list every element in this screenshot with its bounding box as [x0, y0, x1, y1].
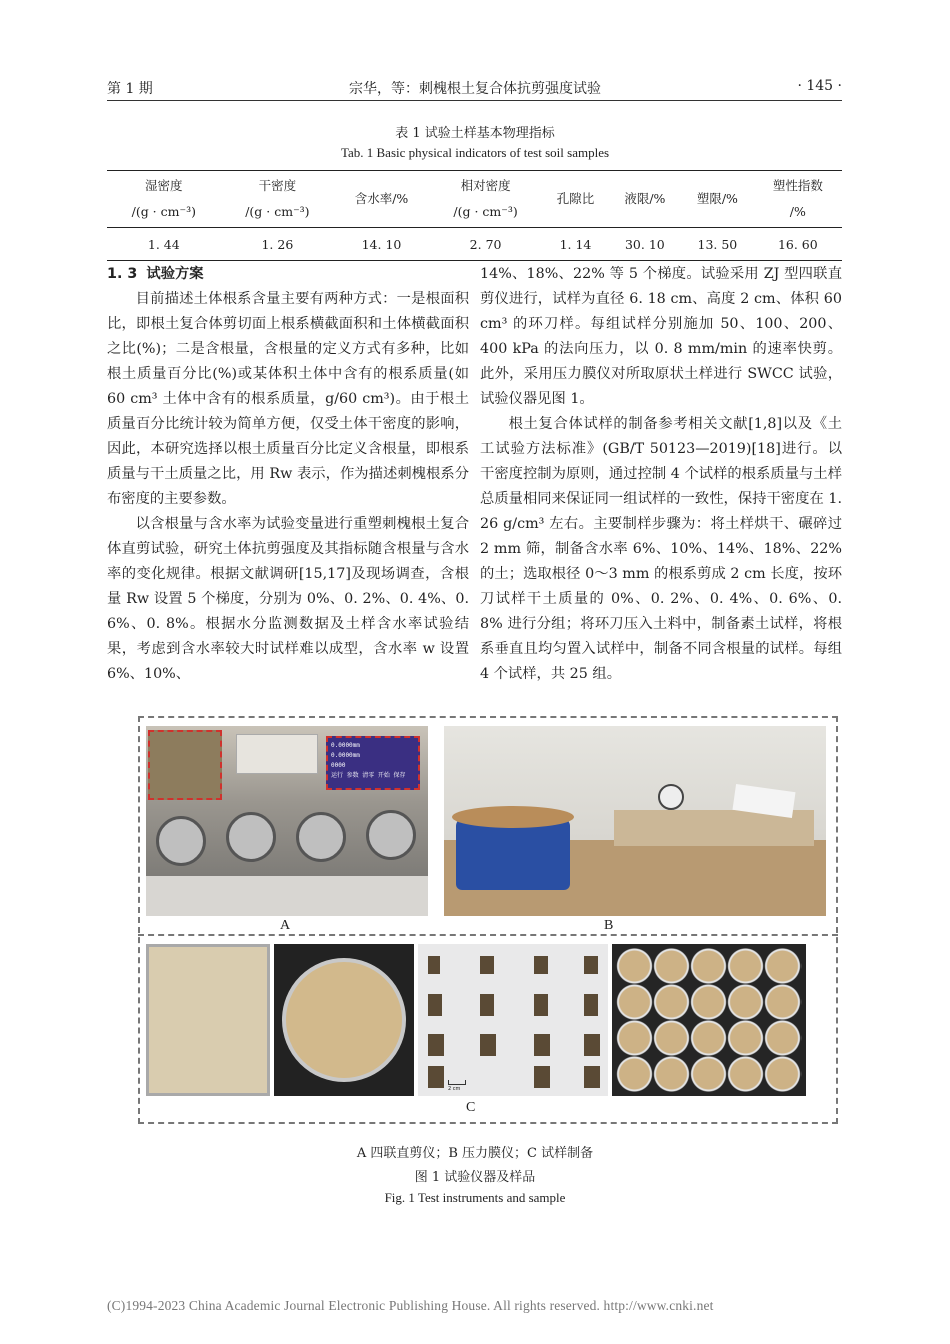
soil-ring-icon — [282, 958, 406, 1082]
gauge-icon — [226, 812, 276, 862]
header-relative-density: 相对密度 /(g · cm⁻³) — [453, 178, 518, 219]
figure-label-a: A — [280, 918, 291, 933]
section-number: 1. 3 — [107, 266, 138, 282]
root-bundle-icon — [584, 1066, 600, 1088]
figure-label-c: C — [466, 1100, 476, 1115]
inset-detail — [148, 730, 222, 800]
apparatus-table — [146, 876, 428, 916]
gauge-icon — [366, 810, 416, 860]
photo-prepared-samples — [612, 944, 806, 1096]
root-bundle-icon — [584, 956, 598, 974]
figure-legend: A 四联直剪仪；B 压力膜仪；C 试样制备 — [356, 1146, 594, 1161]
root-bundle-icon — [584, 1034, 600, 1056]
copyright-footer: (C)1994-2023 China Academic Journal Electronic Publishing House. All rights reserved. http://www.cnki.net — [107, 1298, 714, 1313]
table-cell: 13. 50 — [697, 236, 738, 252]
table-cell: 1. 14 — [559, 236, 592, 252]
photo-dried-soil-tray — [146, 944, 270, 1096]
root-bundle-icon — [428, 994, 442, 1016]
control-box — [236, 734, 318, 774]
table-cell: 14. 10 — [361, 236, 402, 252]
table-cell: 2. 70 — [469, 236, 502, 252]
root-bundle-icon — [534, 956, 548, 974]
figure-caption-cn: 图 1 试验仪器及样品 — [414, 1170, 536, 1185]
section-heading — [107, 262, 469, 287]
table-cell: 1. 26 — [261, 236, 294, 252]
table-cell: 30. 10 — [624, 236, 665, 252]
root-bundle-icon — [534, 994, 548, 1016]
paragraph: 目前描述土体根系含量主要有两种方式：一是根面积比，即根土复合体剪切面上根系横截面积和土体横截面积之比(%)；二是含根量，含根量的定义方式有多种，比如根土质量百分比(%)或某体积土体中含有的根系质量(如 60 cm³ 土体中含有的根系质量，g/60 cm³)。由于根土质量百分比统计较为简单方便，仅受土体干密度的影响，因此，本研究选择以根土质量百分比定义含根量，即根系质量与干土质量之比，用 Rw 表示，作为描述刺槐根系分布密度的主要参数。 — [107, 291, 469, 507]
figure-divider — [138, 934, 838, 936]
root-bundle-icon — [534, 1034, 550, 1056]
running-header-issue: 第 1 期 — [107, 81, 153, 97]
header-rule — [107, 100, 842, 101]
photo-ring-sample — [274, 944, 414, 1096]
table-caption-en: Tab. 1 Basic physical indicators of test soil samples — [340, 145, 610, 160]
root-bundle-icon — [534, 1066, 550, 1088]
physical-indicators-table — [107, 170, 842, 261]
photo-pressure-plate — [444, 726, 826, 916]
gauge-icon — [156, 816, 206, 866]
photo-shear-apparatus — [146, 726, 428, 916]
root-bundle-icon — [480, 956, 494, 974]
root-bundle-icon — [480, 994, 494, 1016]
root-bundle-icon — [584, 994, 598, 1016]
header-liquid-limit: 液限/% — [624, 191, 666, 206]
photo-root-groups — [418, 944, 608, 1096]
sample-grid — [616, 948, 802, 1092]
pressure-gauge-icon — [658, 784, 684, 810]
running-header-page: · 145 · — [797, 78, 842, 94]
root-bundle-icon — [428, 1034, 444, 1056]
header-plasticity-index: 塑性指数 /% — [772, 178, 823, 219]
table-cell: 16. 60 — [777, 236, 818, 252]
table-header-row — [107, 171, 842, 228]
running-header-title: 宗华，等：刺槐根土复合体抗剪强度试验 — [349, 81, 601, 97]
section-title: 试验方案 — [146, 266, 204, 282]
root-bundle-icon — [480, 1034, 496, 1056]
right-column — [480, 262, 842, 687]
left-column — [107, 262, 469, 687]
lcd-screen-icon: 0.0000mm 0.0000mm 0000 运行 参数 清零 开始 保存 — [326, 736, 420, 790]
scale-bar-icon — [448, 1080, 466, 1085]
paragraph: 以含根量与含水率为试验变量进行重塑刺槐根土复合体直剪试验，研究土体抗剪强度及其指标随含根量与含水率的变化规律。根据文献调研[15,17]及现场调查，含根量 Rw 设置 5 个梯度，分别为 0%、0. 2%、0. 4%、0. 6%、0. 8%。根据水分监测数据及土样含水率试验结果，考虑到含水率较大时试样难以成型，含水率 w 设置 6%、10%、 — [107, 516, 469, 682]
table-caption-cn: 表 1 试验土样基本物理指标 — [395, 126, 555, 141]
paragraph: 根土复合体试样的制备参考相关文献[1,8]以及《土工试验方法标准》(GB/T 50123—2019)[18]进行。以干密度控制为原则，通过控制 4 个试样的根系质量与土样总质量相同来保证同一组试样的一致性，保持干密度在 1. 26 g/cm³ 左右。主要制样步骤为：将土样烘干、碾碎过 2 mm 筛，制备含水率 6%、10%、14%、18%、22% 的土；选取根径 0～3 mm 的根系剪成 2 cm 长度，按环刀试样干土质量的 0%、0. 2%、0. 4%、0. 6%、0. 8% 进行分组；将环刀压入土料中，制备素土试样，将根系垂直且均匀置入试样中，制备不同含根量的试样。每组 4 个试样，共 25 组。 — [480, 416, 842, 682]
root-bundle-icon — [428, 956, 440, 974]
gauge-icon — [296, 812, 346, 862]
vessel-lid — [452, 806, 574, 828]
pressure-vessel — [456, 818, 570, 890]
header-void-ratio: 孔隙比 — [556, 191, 595, 206]
header-water-content: 含水率/% — [354, 191, 409, 206]
figure-caption-en: Fig. 1 Test instruments and sample — [384, 1190, 566, 1205]
header-plastic-limit: 塑限/% — [696, 191, 738, 206]
table-cell: 1. 44 — [147, 236, 180, 252]
header-dry-density: 干密度 /(g · cm⁻³) — [245, 178, 310, 219]
table-row — [107, 228, 842, 261]
scale-bar-label: 2 cm — [448, 1086, 461, 1092]
header-wet-density: 湿密度 /(g · cm⁻³) — [131, 178, 196, 219]
figure-label-b: B — [604, 918, 614, 933]
paragraph: 14%、18%、22% 等 5 个梯度。试验采用 ZJ 型四联直剪仪进行，试样为直径 6. 18 cm、高度 2 cm、体积 60 cm³ 的环刀样。每组试样分别施加 50、100、200、400 kPa 的法向压力，以 0. 8 mm/min 的速率快剪。此外，采用压力膜仪对所取原状土样进行 SWCC 试验，试验仪器见图 1。 — [480, 266, 842, 407]
root-bundle-icon — [428, 1066, 444, 1088]
